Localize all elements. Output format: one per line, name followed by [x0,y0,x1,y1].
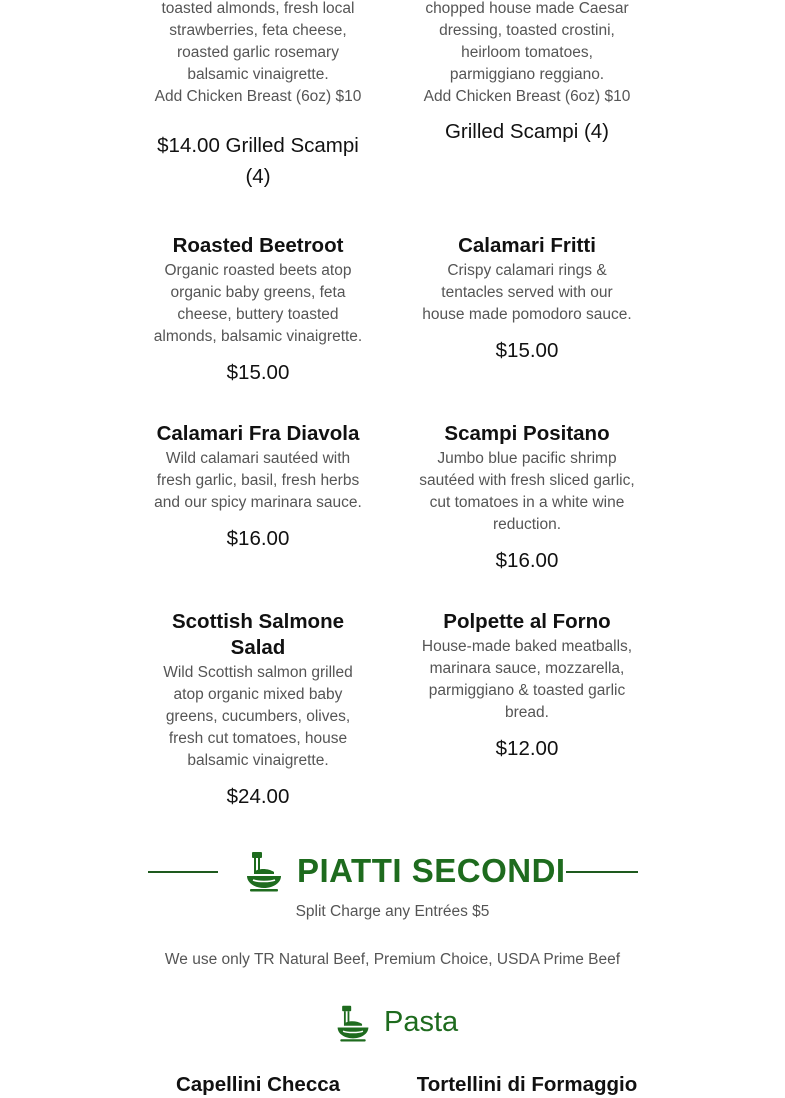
item-extra: Grilled Scampi (4) [444,120,610,143]
item-name: Capellini Checca [175,1073,341,1096]
item-name: Tortellini di Formaggio [416,1073,638,1096]
item-description: Organic roasted beets atop organic baby greens, feta cheese, buttery toasted almonds, balsamic vinaigrette. [153,262,363,345]
menu-item [148,233,368,388]
menu-item-partial-right [416,0,638,147]
pasta-bowl-icon [334,1004,372,1047]
item-price: $15.00 [495,339,559,362]
beef-note: We use only TR Natural Beef, Premium Choice, USDA Prime Beef [164,951,621,968]
item-price: $15.00 [226,361,290,384]
divider-left [148,871,218,873]
menu-item [148,609,368,812]
menu-item [416,233,638,366]
divider-right [566,871,638,873]
item-name: Polpette al Forno [443,610,611,633]
item-description: toasted almonds, fresh local strawberries, feta cheese, roasted garlic rosemary balsamic vinaigrette. Add Chicken Breast (6oz) $10 [154,0,362,105]
section-title: PIATTI SECONDI [297,852,566,889]
section-header [148,846,638,896]
item-price: $14.00 Grilled Scampi (4) [157,134,359,188]
item-name: Calamari Fra Diavola [156,422,360,445]
item-description: chopped house made Caesar dressing, toasted crostini, heirloom tomatoes, parmiggiano reggiano. Add Chicken Breast (6oz) $10 [423,0,631,105]
subsection-title: Pasta [384,1006,459,1038]
item-name: Roasted Beetroot [172,234,344,257]
pasta-bowl-icon [244,850,284,897]
item-name: Calamari Fritti [458,234,596,257]
menu-item [416,421,638,576]
item-price: $16.00 [495,549,559,572]
item-addon: Add Chicken Breast (6oz) $10 [154,88,362,105]
item-description: House-made baked meatballs, marinara sauce, mozzarella, parmiggiano & toasted garlic bread. [421,638,633,721]
menu-item [416,609,638,764]
item-price: $16.00 [226,527,290,550]
item-description: Jumbo blue pacific shrimp sautéed with fresh sliced garlic, cut tomatoes in a white wine reduction. [419,450,635,533]
item-name: Scottish Salmone Salad [171,610,344,659]
item-price: $24.00 [226,785,290,808]
item-description: Crispy calamari rings & tentacles served with our house made pomodoro sauce. [422,262,632,323]
menu-item-partial-left [148,0,368,192]
menu-item [148,421,368,554]
split-charge-note: Split Charge any Entrées $5 [295,903,490,920]
item-description: Wild Scottish salmon grilled atop organic mixed baby greens, cucumbers, olives, fresh cut tomatoes, house balsamic vinaigrette. [163,664,353,769]
item-price: $12.00 [495,737,559,760]
item-description: Wild calamari sautéed with fresh garlic, basil, fresh herbs and our spicy marinara sauce. [154,450,362,511]
item-name: Scampi Positano [444,422,610,445]
item-addon: Add Chicken Breast (6oz) $10 [423,88,631,105]
